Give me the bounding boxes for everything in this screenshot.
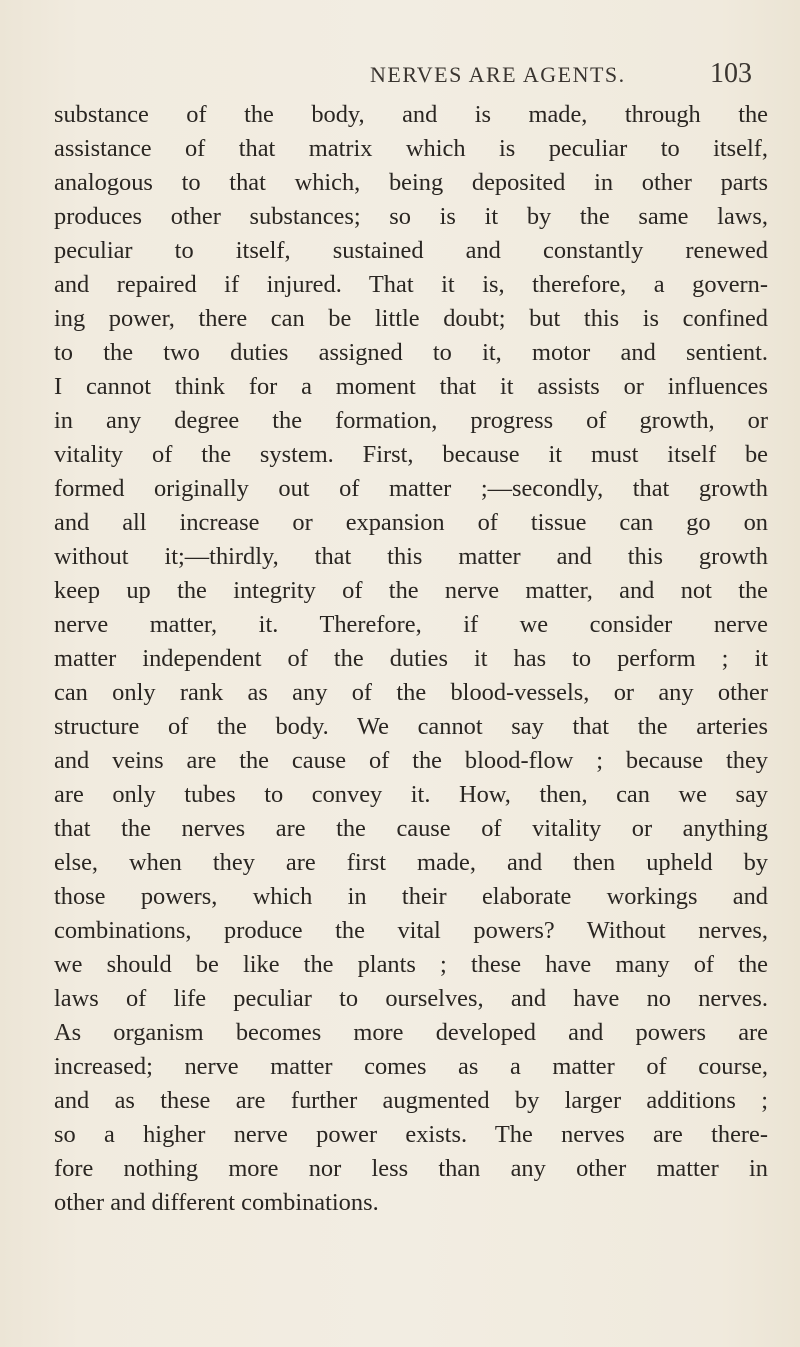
text-line: to the two duties assigned to it, motor and sentient. xyxy=(54,339,768,366)
text-line: I cannot think for a moment that it assists or influences xyxy=(54,373,768,400)
text-line: ing power, there can be little doubt; but this is confined xyxy=(54,305,768,332)
text-line: formed originally out of matter ;—secondly, that growth xyxy=(54,475,768,502)
body-paragraph xyxy=(54,98,768,1220)
text-line: we should be like the plants ; these have many of the xyxy=(54,951,768,978)
text-line: in any degree the formation, progress of growth, or xyxy=(54,407,768,434)
text-line: other and different combinations. xyxy=(54,1189,379,1216)
text-line: matter independent of the duties it has to perform ; it xyxy=(54,645,768,672)
text-line: without it;—thirdly, that this matter and this growth xyxy=(54,543,768,570)
text-line: assistance of that matrix which is peculiar to itself, xyxy=(54,135,768,162)
text-line: produces other substances; so is it by the same laws, xyxy=(54,203,768,230)
text-line: and all increase or expansion of tissue can go on xyxy=(54,509,768,536)
text-line: are only tubes to convey it. How, then, can we say xyxy=(54,781,768,808)
text-line: analogous to that which, being deposited in other parts xyxy=(54,169,768,196)
text-line: fore nothing more nor less than any other matter in xyxy=(54,1155,768,1182)
running-title: NERVES ARE AGENTS. xyxy=(370,62,626,87)
text-line: else, when they are first made, and then upheld by xyxy=(54,849,768,876)
text-line: structure of the body. We cannot say that the arteries xyxy=(54,713,768,740)
text-line: substance of the body, and is made, through the xyxy=(54,101,768,128)
text-line: so a higher nerve power exists. The nerves are there- xyxy=(54,1121,768,1148)
text-line: keep up the integrity of the nerve matter, and not the xyxy=(54,577,768,604)
text-line: can only rank as any of the blood-vessels, or any other xyxy=(54,679,768,706)
running-head xyxy=(0,58,800,92)
text-line: and repaired if injured. That it is, therefore, a govern- xyxy=(54,271,768,298)
text-line: As organism becomes more developed and powers are xyxy=(54,1019,768,1046)
text-line: combinations, produce the vital powers? Without nerves, xyxy=(54,917,768,944)
text-line: and veins are the cause of the blood-flow ; because they xyxy=(54,747,768,774)
text-line: increased; nerve matter comes as a matter of course, xyxy=(54,1053,768,1080)
text-line: and as these are further augmented by larger additions ; xyxy=(54,1087,768,1114)
text-line: laws of life peculiar to ourselves, and have no nerves. xyxy=(54,985,768,1012)
text-line: those powers, which in their elaborate workings and xyxy=(54,883,768,910)
text-line: vitality of the system. First, because it must itself be xyxy=(54,441,768,468)
page-number: 103 xyxy=(710,58,752,89)
text-line: nerve matter, it. Therefore, if we consider nerve xyxy=(54,611,768,638)
text-line: peculiar to itself, sustained and constantly renewed xyxy=(54,237,768,264)
text-line: that the nerves are the cause of vitality or anything xyxy=(54,815,768,842)
